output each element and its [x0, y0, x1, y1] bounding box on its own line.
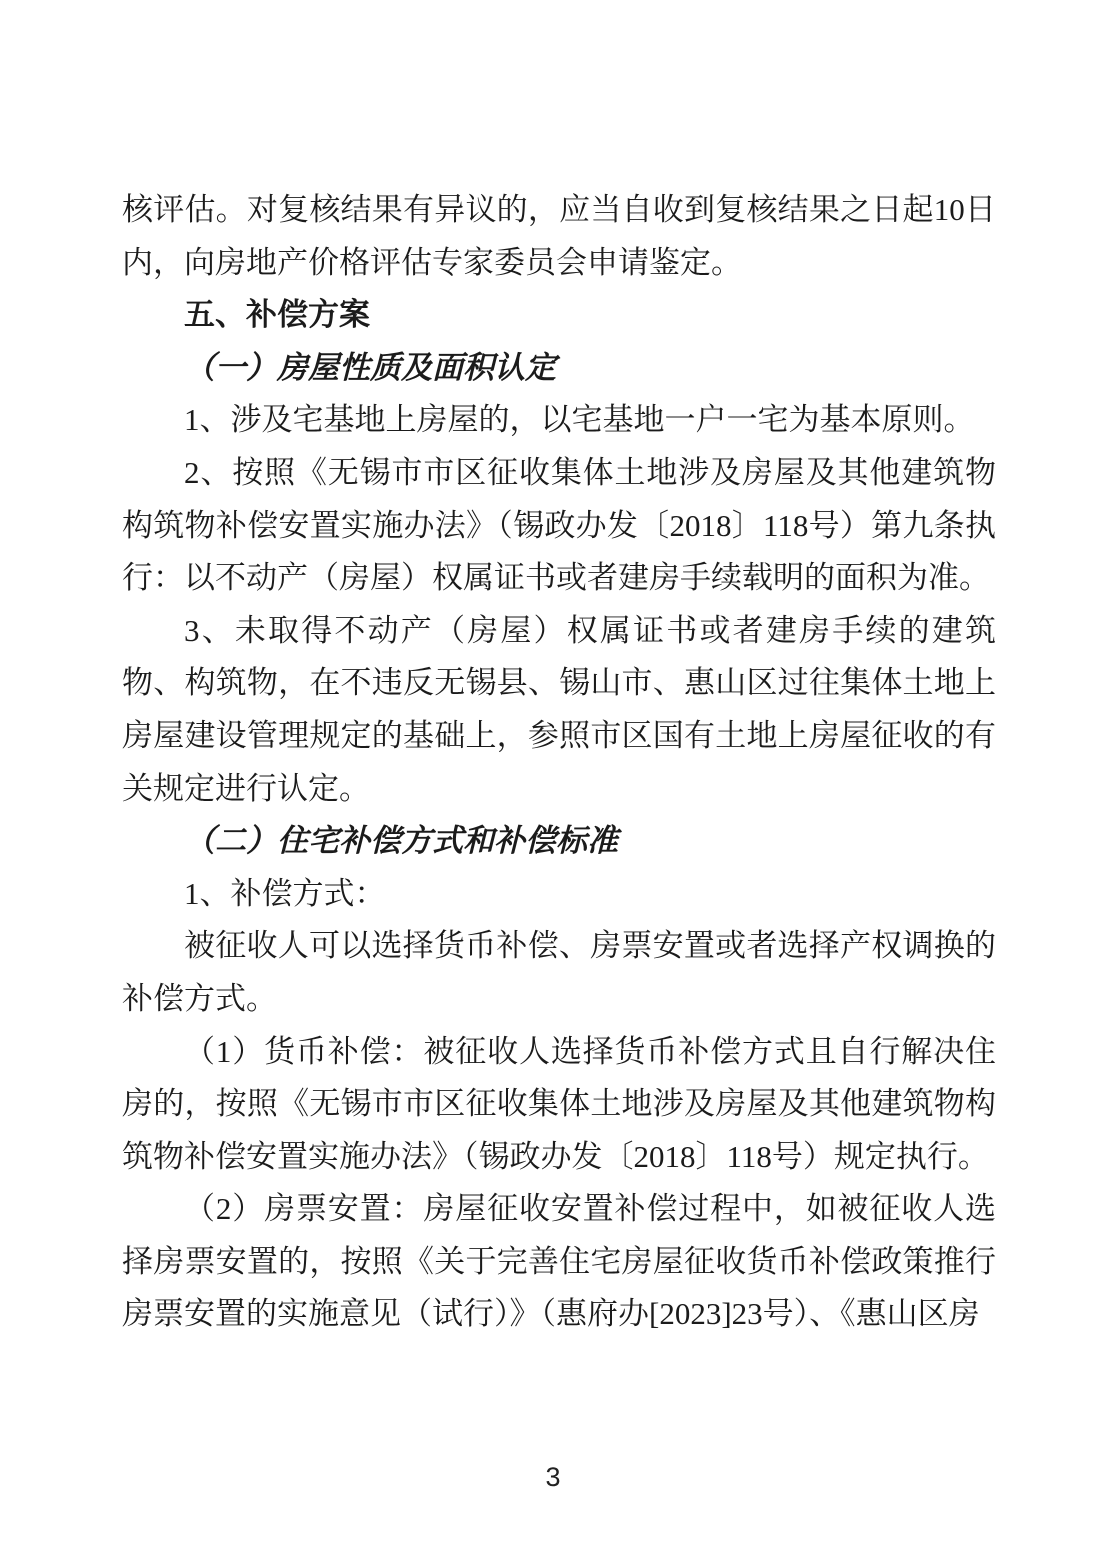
paragraph: 五、补偿方案 [184, 297, 370, 333]
paragraph: 被征收人可以选择货币补偿、房票安置或者选择产权调换的补偿方式。 [122, 928, 996, 1016]
paragraph: 1、涉及宅基地上房屋的，以宅基地一户一宅为基本原则。 [184, 402, 975, 438]
paragraph: 1、补偿方式： [184, 875, 386, 911]
page-footer [0, 1462, 1106, 1493]
paragraph: 核评估。对复核结果有异议的，应当自收到复核结果之日起10日内，向房地产价格评估专家委员会申请鉴定。 [122, 192, 996, 280]
document-body [122, 184, 996, 1341]
paragraph: 2、按照《无锡市市区征收集体土地涉及房屋及其他建筑物构筑物补偿安置实施办法》（锡政办发〔2018〕118号）第九条执行：以不动产（房屋）权属证书或者建房手续载明的面积为准。 [122, 454, 996, 596]
paragraph: （2）房票安置：房屋征收安置补偿过程中，如被征收人选择房票安置的，按照《关于完善住宅房屋征收货币补偿政策推行房票安置的实施意见（试行）》（惠府办[2023]23号）、《惠山区房 [122, 1191, 996, 1332]
paragraph: （1）货币补偿：被征收人选择货币补偿方式且自行解决住房的，按照《无锡市市区征收集体土地涉及房屋及其他建筑物构筑物补偿安置实施办法》（锡政办发〔2018〕118号）规定执行。 [122, 1033, 996, 1174]
paragraph: 3、未取得不动产（房屋）权属证书或者建房手续的建筑物、构筑物，在不违反无锡县、锡山市、惠山区过往集体土地上房屋建设管理规定的基础上，参照市区国有土地上房屋征收的有关规定进行认定。 [122, 612, 996, 806]
paragraph: （二）住宅补偿方式和补偿标准 [184, 823, 618, 859]
page-number: 3 [545, 1462, 561, 1492]
paragraph: （一）房屋性质及面积认定 [184, 349, 556, 385]
